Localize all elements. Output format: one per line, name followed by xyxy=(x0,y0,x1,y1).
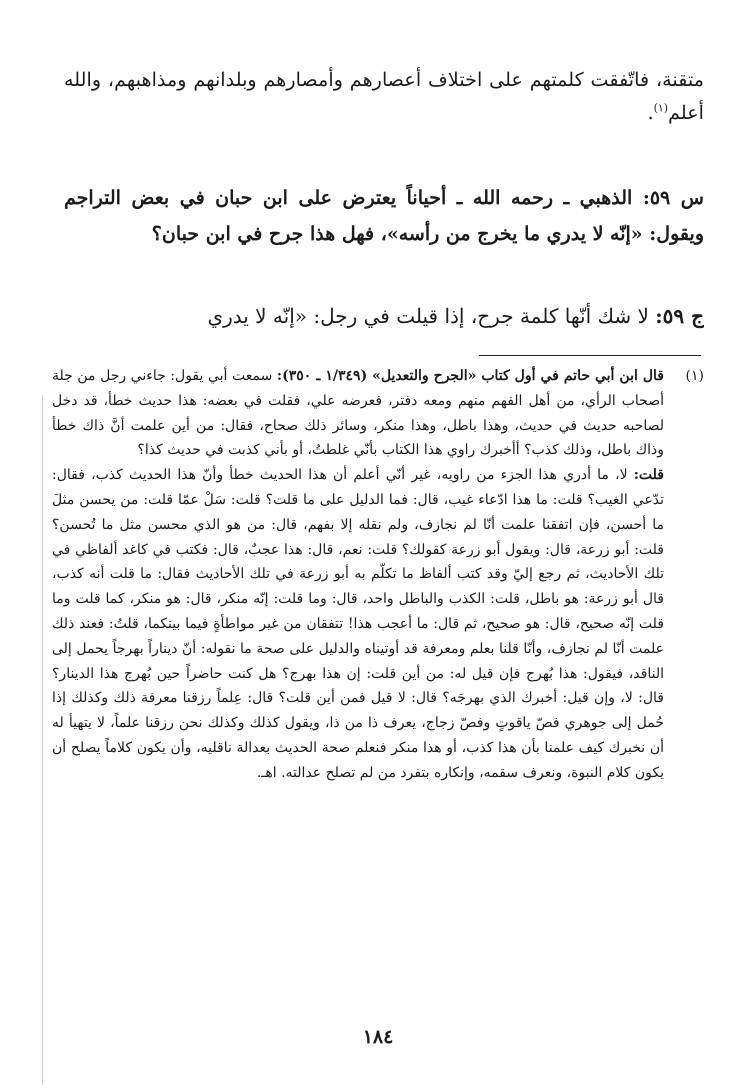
intro-paragraph xyxy=(64,63,704,129)
page-number: ١٨٤ xyxy=(362,1026,394,1048)
intro-text: متقنة، فاتّفقت كلمتهم على اختلاف أعصارهم وأمصارهم وبلدانهم ومذاهبهم، والله أعلم xyxy=(64,68,704,124)
intro-end: . xyxy=(647,101,654,124)
footnote-paragraph-1: سمعت أبي يقول: جاءني رجل من جلة أصحاب الرأي، من أهل الفهم منهم ومعه دفتر، فعرضه علي، فقلت في بعضه: هذا حديث خطأ، قد دخل لصاحبه حديث في حديث، وهذا باطل، وهذا منكر، وسائر ذلك صحاح، فقال: من أين علمت أنَّ ذاك خطأ وذاك باطل، وذلك كذب؟ أأخبرك راوي هذا الكتاب بأنّي غلطتُ، أو بأني كذبت في حديث كذا؟ xyxy=(52,368,664,459)
answer-text: لا شك أنّها كلمة جرح، إذا قيلت في رجل: «إنّه لا يدري xyxy=(207,304,656,328)
footnote-number: (١) xyxy=(685,368,704,384)
footnote-separator xyxy=(479,355,701,356)
footnote-paragraph-2-lead: قلت: xyxy=(633,467,664,484)
page-gutter-line xyxy=(42,395,43,1085)
answer-label: ج ٥٩: xyxy=(655,304,704,328)
question-59 xyxy=(64,180,704,252)
footnote-paragraph-2: لا، ما أدري هذا الجزء من راويه، غير أنّي أعلم أن هذا الحديث خطأ وأنّ هذا الحديث كذب، فقال: تدّعي الغيب؟ قلت: ما هذا ادّعاء غيب، قال: فما الدليل على ما قلت؟ قلت: سَلْ عمّا قلت: من يحسن مثلَ ما أحسن، فإن اتفقنا علمت أنّا لم نجازف، ولم نقله إلا بفهم، قال: من هو الذي محسن مثل ما تُحسن؟ قلت: أبو زرعة، قال: ويقول أبو زرعة كقولك؟ قلت: نعم، قال: هذا عجبٌ، قال: فكتب في كاغد ألفاظي في تلك الأحاديث، ثم رجع إليّ وقد كتب ألفاظ ما تكلّم به أبو زرعة في تلك الأحاديث فقال: ما قلت أنه كذب، قال أبو زرعة: هو باطل، قلت: الكذب والباطل واحد، قال: وما قلت: إنّه منكر، قال: هو منكر، كما قلت وما قلت إنّه صحيح، قال: هو صحيح، ثم قال: ما أعجب هذا! تتفقان من غير مواطأةٍ فيما بينكما، قلتُ: فعند ذلك علمت أنّا لم نجازف، وأنّا قلنا بعلم ومعرفة قد أوتيناه والدليل على صحة ما نقوله: أنّ ديناراً بهرجاً يحمل إلى الناقد، فيقول: هذا بُهرج فإن قيل له: من أين قلت: إن هذا بهرج؟ هل كنت حاضراً حين بُهرج هذا الدينار؟ قال: لا، وإن قيل: أخبرك الذي بهرجَه؟ قال: لا قيل فمن أين قلت؟ قال: عِلماً رزقنا معرفة ذلك وكذلك إذا حُمل إلى جوهري فصّ ياقوتٍ وفصّ زجاج، يعرف ذا من ذا، ويقول كذلك وكذلك نحن رزقنا علماً، لا يتهيأ له أن نخبرك كيف علمنا بأن هذا كذب، أو هذا منكر فنعلم صحة الحديث بعدالة ناقليه، وأن يكون كلاماً يصلح أن يكون كلام النبوة، ونعرف سقمه، وإنكاره بتفرد من لم تصلح عدالته. اهـ. xyxy=(52,467,664,781)
question-text: س ٥٩: الذهبي ـ رحمه الله ـ أحياناً يعترض على ابن حبان في بعض التراجم ويقول: «إنّه لا يدري ما يخرج من رأسه»، فهل هذا جرح في ابن حبان؟ xyxy=(64,187,704,245)
footnote-reference[interactable]: (١) xyxy=(653,101,669,115)
footnote-citation: قال ابن أبي حاتم في أول كتاب «الجرح والتعديل» (١/٣٤٩ ـ ٣٥٠): xyxy=(276,368,664,384)
answer-59 xyxy=(64,300,704,332)
footnote xyxy=(52,364,704,786)
